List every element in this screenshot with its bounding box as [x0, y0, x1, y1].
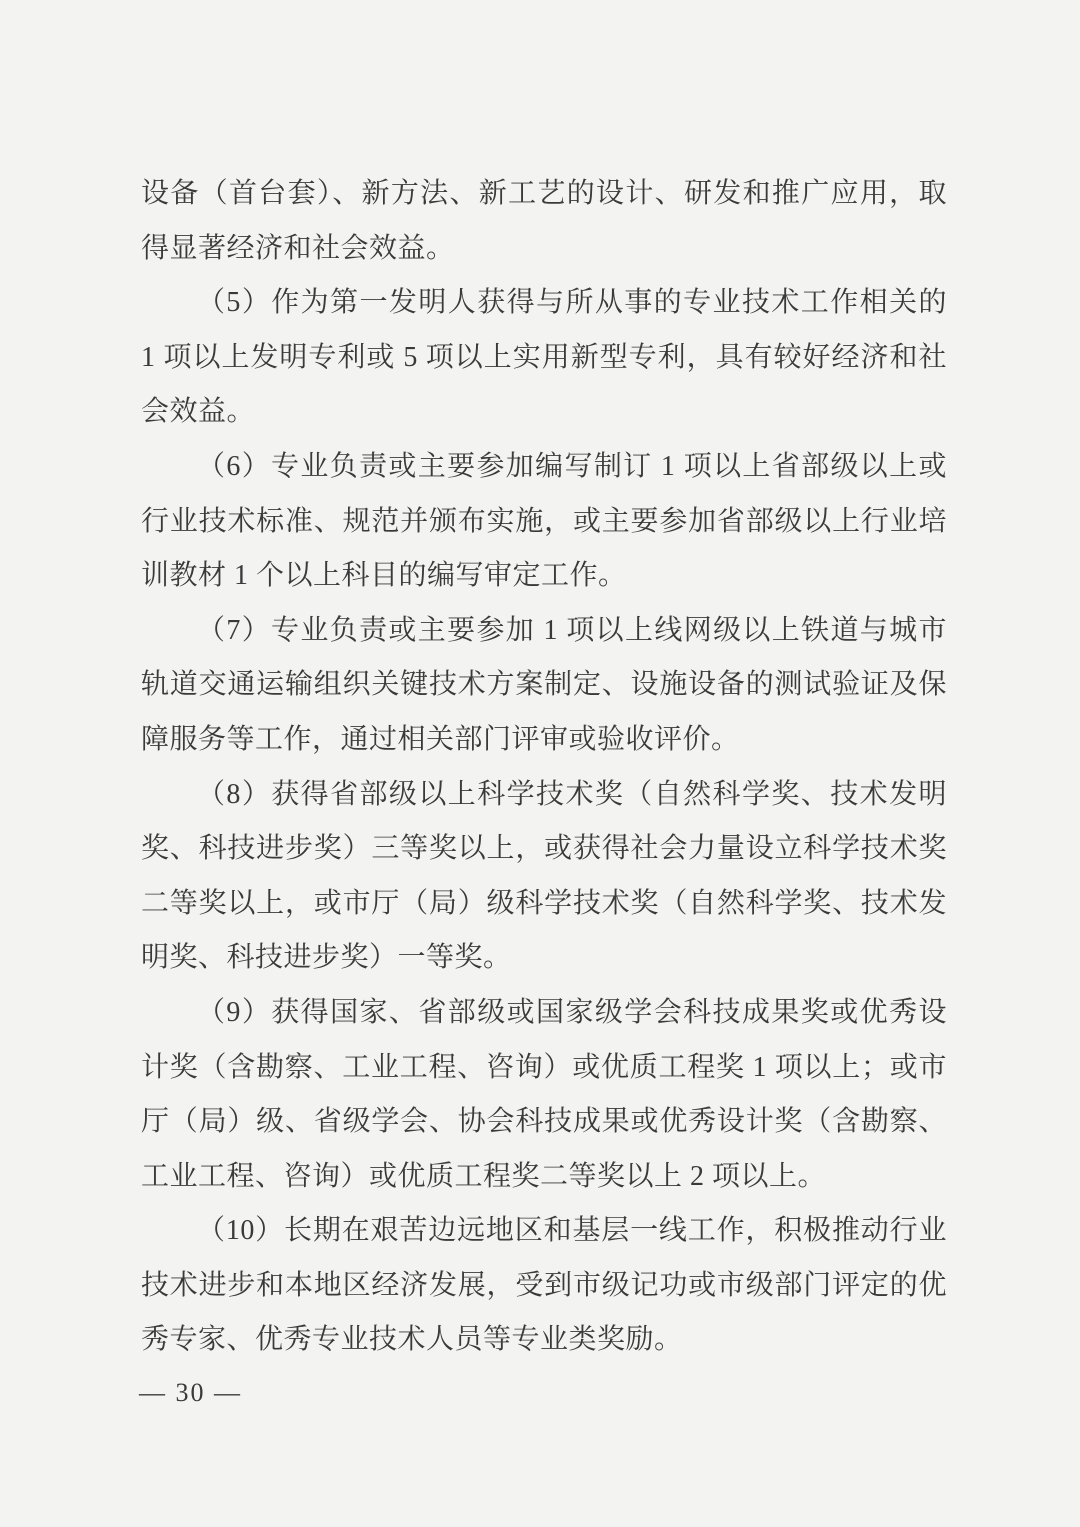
document-line: 训教材 1 个以上科目的编写审定工作。: [141, 560, 627, 592]
document-line-item-8-start: （8）获得省部级以上科学技术奖（自然科学奖、技术发明: [197, 778, 947, 810]
document-line: 行业技术标准、规范并颁布实施，或主要参加省部级以上行业培: [141, 505, 947, 537]
document-line-item-9-start: （9）获得国家、省部级或国家级学会科技成果奖或优秀设: [197, 996, 947, 1028]
document-line-item-7-start: （7）专业负责或主要参加 1 项以上线网级以上铁道与城市: [197, 614, 947, 646]
document-line: 二等奖以上，或市厅（局）级科学技术奖（自然科学奖、技术发: [141, 887, 947, 919]
document-line: 技术进步和本地区经济发展，受到市级记功或市级部门评定的优: [141, 1269, 947, 1301]
document-line-item-5-start: （5）作为第一发明人获得与所从事的专业技术工作相关的: [197, 287, 947, 319]
document-line-item-6-start: （6）专业负责或主要参加编写制订 1 项以上省部级以上或: [197, 450, 947, 482]
document-line: 得显著经济和社会效益。: [141, 232, 455, 264]
document-line: 厅（局）级、省级学会、协会科技成果或优秀设计奖（含勘察、: [141, 1106, 947, 1138]
page-number: — 30 —: [139, 1378, 242, 1407]
document-line: 奖、科技进步奖）三等奖以上，或获得社会力量设立科学技术奖: [141, 833, 947, 865]
document-body: [141, 167, 947, 1368]
document-line: 明奖、科技进步奖）一等奖。: [141, 942, 512, 974]
document-line: 1 项以上发明专利或 5 项以上实用新型专利，具有较好经济和社: [141, 341, 947, 373]
document-line: 工业工程、咨询）或优质工程奖二等奖以上 2 项以上。: [141, 1160, 827, 1192]
document-line: 障服务等工作，通过相关部门评审或验收评价。: [141, 723, 740, 755]
document-line: 轨道交通运输组织关键技术方案制定、设施设备的测试验证及保: [141, 669, 947, 701]
document-line: 设备（首台套）、新方法、新工艺的设计、研发和推广应用，取: [141, 178, 947, 209]
document-line: 计奖（含勘察、工业工程、咨询）或优质工程奖 1 项以上；或市: [141, 1051, 947, 1083]
document-line-item-10-start: （10）长期在艰苦边远地区和基层一线工作，积极推动行业: [197, 1215, 947, 1247]
document-line: 会效益。: [141, 396, 256, 428]
document-line: 秀专家、优秀专业技术人员等专业类奖励。: [141, 1324, 683, 1356]
